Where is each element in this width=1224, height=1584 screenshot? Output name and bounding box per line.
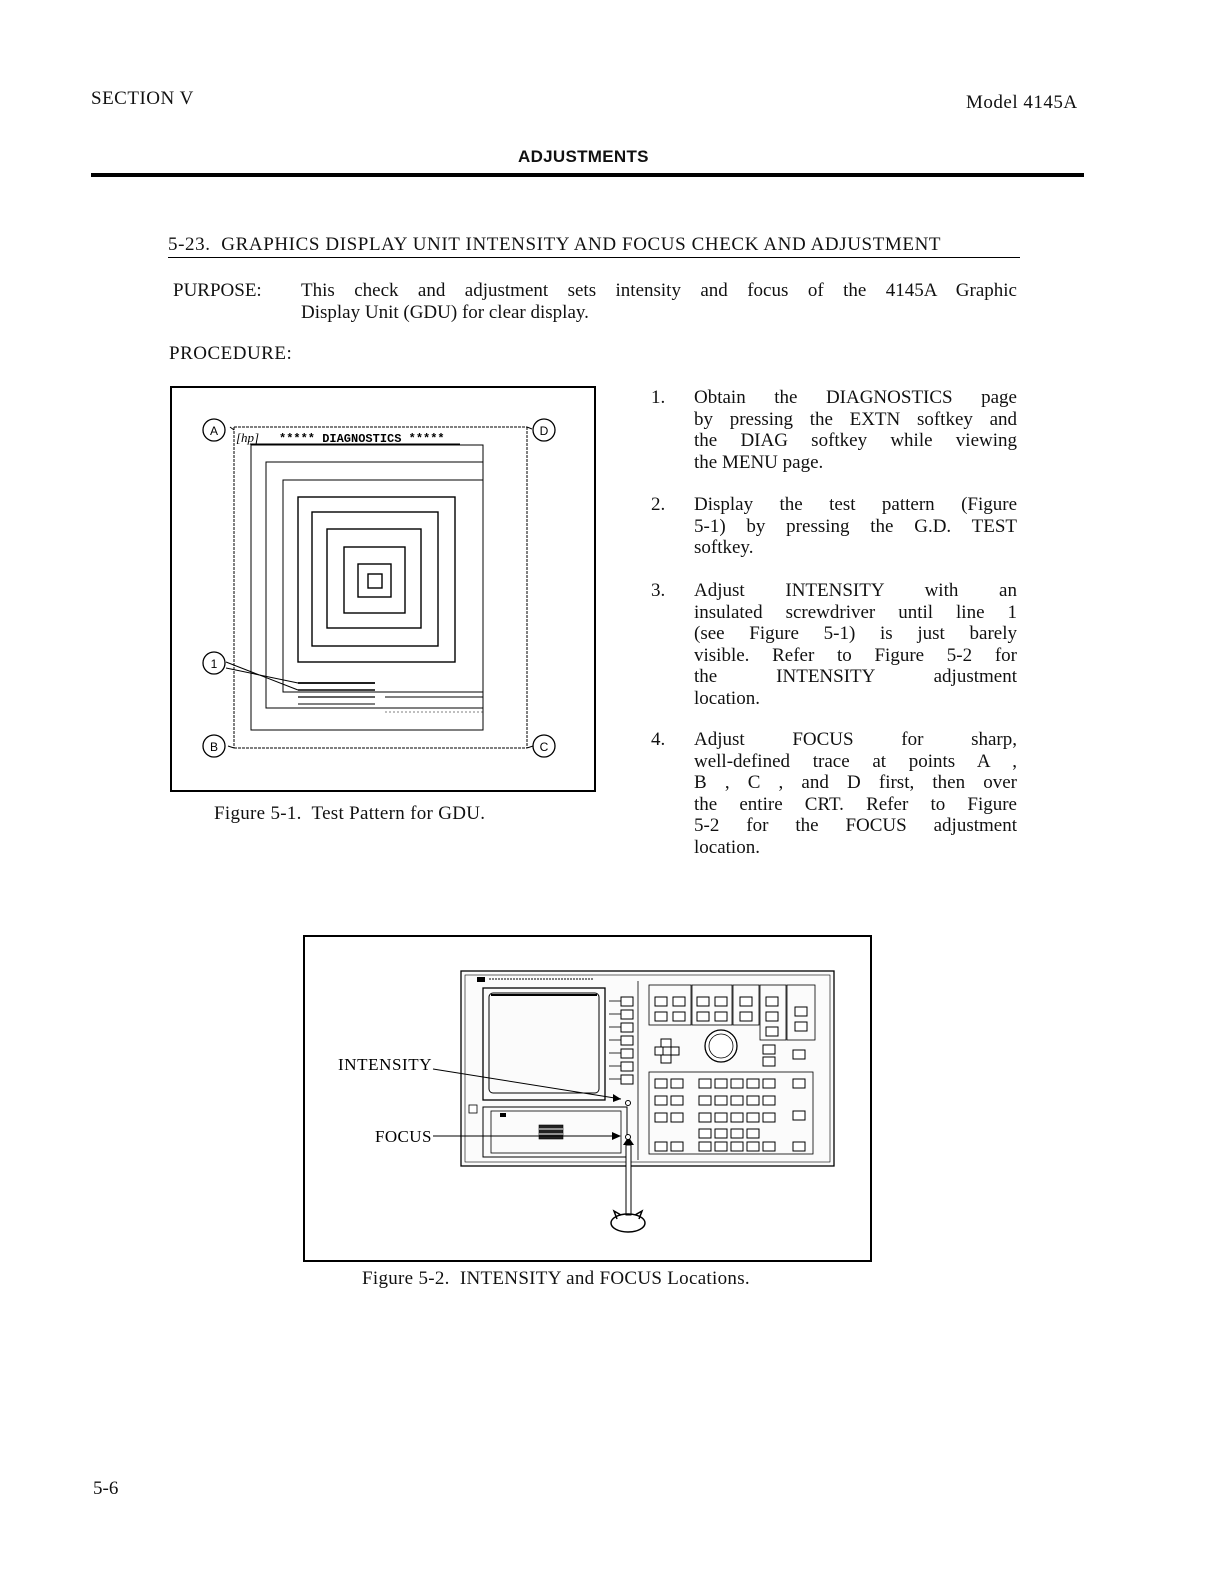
- step-line: Adjust FOCUS for sharp,: [694, 729, 1017, 750]
- step-number: 1.: [651, 387, 666, 408]
- point-c-label: C: [539, 740, 549, 754]
- step-line: the INTENSITY adjustment: [694, 666, 1017, 687]
- step-line: Display the test pattern (Figure: [694, 494, 1017, 515]
- front-panel-diagram: [303, 935, 872, 1262]
- step-line: the entire CRT. Refer to Figure: [694, 793, 1017, 815]
- point-a-label: A: [209, 424, 219, 438]
- step-line: 5-1) by pressing the G.D. TEST: [694, 515, 1017, 537]
- step-line: the DIAG softkey while viewing: [694, 430, 1017, 451]
- intensity-label: INTENSITY: [338, 1055, 433, 1074]
- step-line: visible. Refer to Figure 5-2 for: [694, 644, 1017, 666]
- step-line: the MENU page.: [694, 451, 824, 473]
- step-line: softkey.: [694, 537, 754, 558]
- figure-5-1: [170, 386, 596, 792]
- procedure-steps: [651, 387, 1031, 867]
- step-line: location.: [694, 836, 760, 858]
- focus-label: FOCUS: [375, 1127, 432, 1146]
- test-pattern-diagram: [170, 386, 596, 792]
- procedure-heading: 5-23. GRAPHICS DISPLAY UNIT INTENSITY AND FOCUS CHECK AND ADJUSTMENT: [168, 234, 942, 255]
- step-number: 4.: [651, 729, 666, 750]
- point-b-label: B: [209, 740, 219, 754]
- step-line: well-defined trace at points A ,: [694, 750, 1017, 772]
- figure-5-2-caption: Figure 5-2. INTENSITY and FOCUS Locations.: [362, 1268, 750, 1289]
- figure-5-2: [303, 935, 872, 1262]
- step-line: 5-2 for the FOCUS adjustment: [694, 815, 1017, 836]
- header-rule: [91, 173, 1084, 177]
- point-d-label: D: [539, 424, 549, 438]
- diagnostics-screen-title: ***** DIAGNOSTICS *****: [279, 432, 445, 446]
- step-number: 3.: [651, 580, 666, 601]
- purpose-line-1: This check and adjustment sets intensity and focus of the 4145A Graphic: [301, 280, 1017, 301]
- step-line: B , C , and D first, then over: [694, 772, 1017, 793]
- heading-underline: [168, 257, 1020, 258]
- step-number: 2.: [651, 494, 666, 515]
- step-line: Adjust INTENSITY with an: [694, 580, 1017, 601]
- section-title: ADJUSTMENTS: [518, 147, 649, 166]
- step-line: location.: [694, 687, 760, 709]
- step-line: Obtain the DIAGNOSTICS page: [694, 387, 1017, 408]
- procedure-label: PROCEDURE:: [169, 343, 293, 364]
- purpose-line-2: Display Unit (GDU) for clear display.: [301, 302, 589, 323]
- figure-5-1-caption: Figure 5-1. Test Pattern for GDU.: [214, 803, 486, 824]
- step-line: insulated screwdriver until line 1: [694, 601, 1017, 623]
- line-1-marker: 1: [210, 657, 218, 671]
- model-label: Model 4145A: [966, 92, 1078, 113]
- section-label: SECTION V: [91, 88, 194, 109]
- hp-logo: [hp]: [236, 430, 260, 445]
- step-line: by pressing the EXTN softkey and: [694, 408, 1017, 430]
- purpose-label: PURPOSE:: [173, 280, 262, 301]
- page-number: 5-6: [93, 1478, 119, 1499]
- step-line: (see Figure 5-1) is just barely: [694, 623, 1017, 644]
